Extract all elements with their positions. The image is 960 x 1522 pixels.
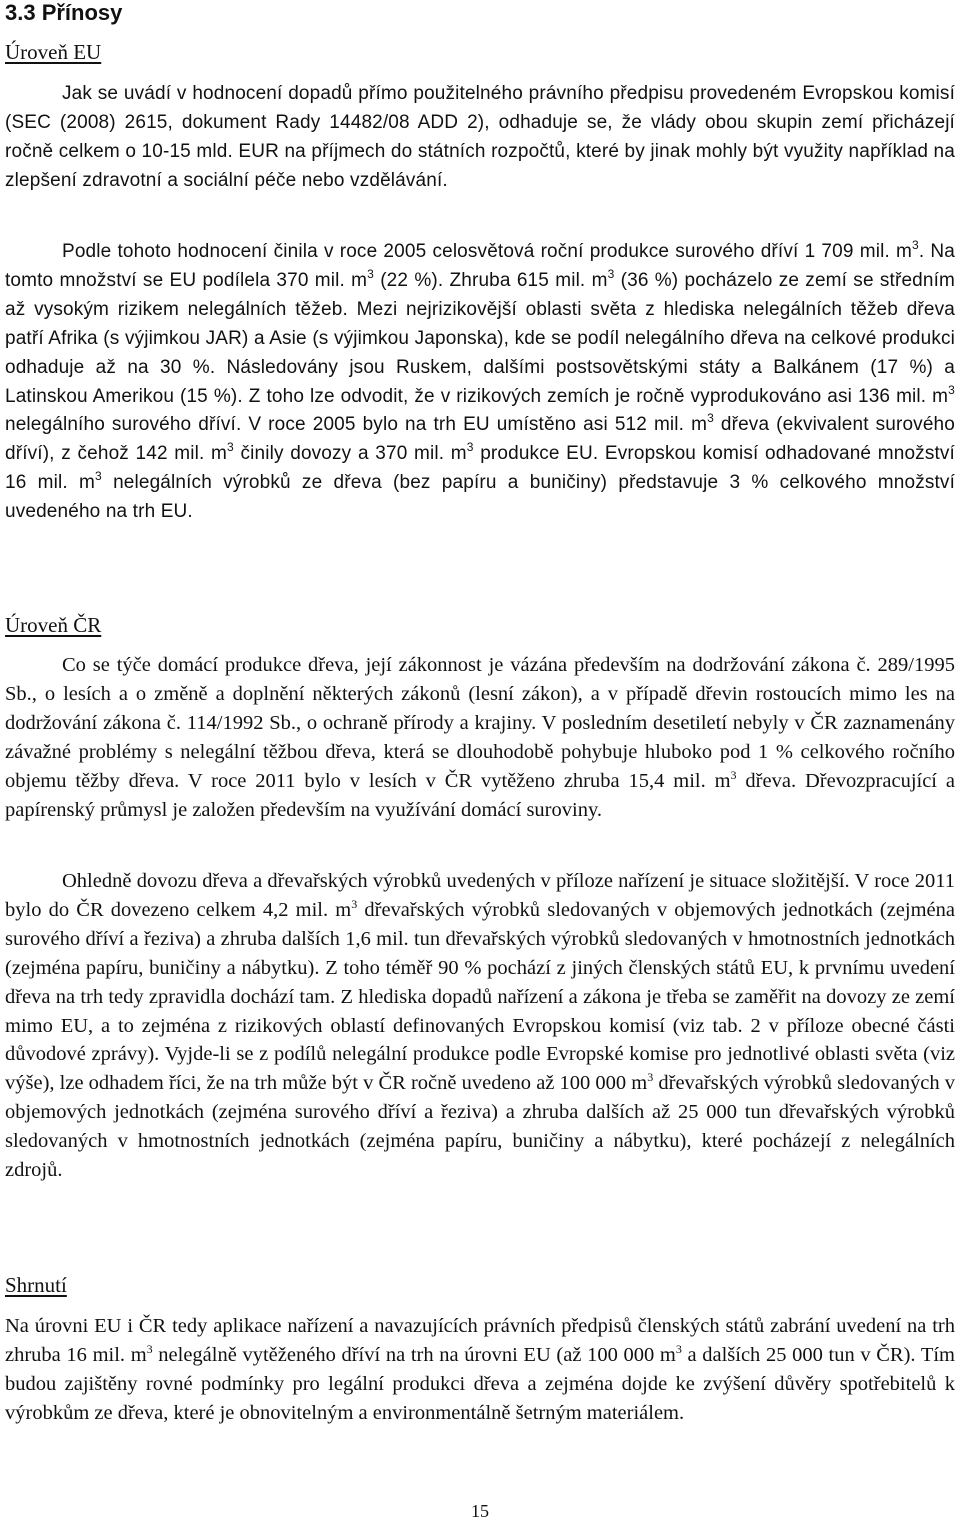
text-run: dřevařských výrobků sledovaných v objemových jednotkách (zejména surového dříví a řeziva) a zhruba dalších 1,6 mil. tun dřevařských výrobků sledovaných v hmotnostních jednotkách (zejména papíru, buničiny a nábytku). Z toho téměř 90 % pochází z jiných členských států EU, k prvnímu uvedení dřeva na trh tedy zpravidla dochází tam. Z hlediska dopadů nařízení a zákona je třeba se zaměřit na dovozy ze zemí mimo EU, a to zejména z rizikových oblastí definovaných Evropskou komisí (viz tab. 2 v příloze obecné části důvodové zprávy). Vyjde-li se z podílů nelegální produkce podle Evropské komise pro jednotlivé oblasti světa (viz výše), lze odhadem říci, že na trh může být v ČR ročně uvedeno až 100 000 m [5, 898, 955, 1095]
text-run: Na úrovni EU i ČR tedy aplikace nařízení a navazujících právních předpisů členských států zabrání uvedení na trh zhruba 16 mil. m [5, 1315, 955, 1366]
superscript: 3 [912, 238, 919, 252]
text-run: produkce EU. Evropskou komisí odhadované množství 16 mil. m [5, 443, 955, 494]
text-run: Ohledně dovozu dřeva a dřevařských výrobků uvedených v příloze nařízení je situace složitější. V roce 2011 bylo do ČR dovezeno celkem 4,2 mil. m [5, 870, 955, 921]
text-run: a dalších 25 000 tun v ČR). Tím budou zajištěny rovné podmínky pro legální produkci dřeva a zejména dojde ke zvýšení důvěry spotřebitelů k výrobkům ze dřeva, které je obnovitelným a environmentálně šetrným materiálem. [5, 1343, 956, 1424]
text-run: dřevařských výrobků sledovaných v objemových jednotkách (zejména surového dříví a řeziva) a zhruba dalších až 25 000 tun dřevařských výrobků sledovaných v hmotnostních jednotkách (zejména papíru, buničiny a nábytku), které pocházejí z nelegálních zdrojů. [5, 1072, 955, 1182]
superscript: 3 [707, 411, 714, 426]
text-run: nelegálních výrobků ze dřeva (bez papíru a buničiny) představuje 3 % celkového množství uvedeného na trh EU. [5, 472, 956, 523]
paragraph-summary [5, 1312, 955, 1428]
superscript: 3 [146, 1341, 153, 1356]
superscript: 3 [948, 382, 955, 397]
text-run: nelegálního surového dříví. V roce 2005 bylo na trh EU umístěno asi 512 mil. m [5, 414, 708, 436]
superscript: 3 [730, 767, 737, 782]
text-run: Podle tohoto hodnocení činila v roce 2005 celosvětová roční produkce surového dříví 1 709 mil. m [62, 241, 912, 262]
subheading-cr: Úroveň ČR [5, 613, 102, 637]
subheading-eu: Úroveň EU [5, 40, 102, 64]
text-run: činily dovozy a 370 mil. m [233, 443, 467, 465]
text-run: Co se týče domácí produkce dřeva, její zákonnost je vázána především na dodržování zákona č. 289/1995 Sb., o lesích a o změně a doplnění některých zákonů (lesní zákon), a v případě dřevin rostoucích mimo les na dodržování zákona č. 114/1992 Sb., o ochraně přírody a krajiny. V posledním desetiletí nebyly v ČR zaznamenány závažné problémy s nelegální těžbou dřeva, která se dlouhodobě pohybuje hluboko pod 1 % celkového ročního objemu těžby dřeva. V roce 2011 bylo v lesích v ČR vytěženo zhruba 15,4 mil. m [5, 654, 955, 792]
superscript: 3 [466, 440, 474, 455]
text-run: dřeva. Dřevozpracující a papírenský průmysl je založen především na využívání domácí suroviny. [5, 769, 955, 821]
text-run: dřeva (ekvivalent surového dříví), z čehož 142 mil. m [5, 414, 955, 465]
superscript: 3 [607, 266, 615, 281]
text-run: (36 %) pocházelo ze zemí se středním až vysokým rizikem nelegálních těžeb. Mezi nejrizikovější oblasti světa z hlediska nelegálních těžeb dřeva patří Afrika (s výjimkou JAR) a Asie (s výjimkou Japonska), kde se podíl nelegálního dřeva na celkové produkci odhaduje až na 30 %. Následovány jsou Ruskem, dalšími postsovětskými státy a Balkánem (17 %) a Latinskou Amerikou (15 %). Z toho lze odvodit, že v rizikových zemích je ročně vyprodukováno asi 136 mil. m [5, 269, 955, 407]
text-run: (22 %). Zhruba 615 mil. m [373, 269, 608, 291]
superscript: 3 [351, 896, 358, 911]
page-number: 15 [471, 1501, 489, 1521]
text-run: . Na tomto množství se EU podílela 370 mil. m [5, 241, 955, 291]
superscript: 3 [647, 1070, 654, 1085]
paragraph-cr-domestic [5, 651, 955, 824]
superscript: 3 [95, 469, 102, 484]
text-run: nelegálně vytěženého dříví na trh na úrovni EU (až 100 000 m [152, 1343, 676, 1366]
superscript: 3 [227, 440, 234, 455]
paragraph-eu-production [5, 238, 955, 527]
superscript: 3 [367, 266, 374, 281]
subheading-summary: Shrnutí [5, 1273, 67, 1297]
paragraph-eu-intro: Jak se uvádí v hodnocení dopadů přímo použitelného právního předpisu provedeném Evropskou komisí (SEC (2008) 2615, dokument Rady 14482/08 ADD 2), odhaduje se, že vlády obou skupin zemí přicházejí ročně celkem o 10-15 mld. EUR na příjmech do státních rozpočtů, které by jinak mohly být využity například na zlepšení zdravotní a sociální péče nebo vzdělávání. [5, 83, 955, 191]
section-heading: 3.3 Přínosy [5, 0, 123, 25]
paragraph-cr-imports [5, 867, 955, 1185]
superscript: 3 [675, 1341, 682, 1356]
